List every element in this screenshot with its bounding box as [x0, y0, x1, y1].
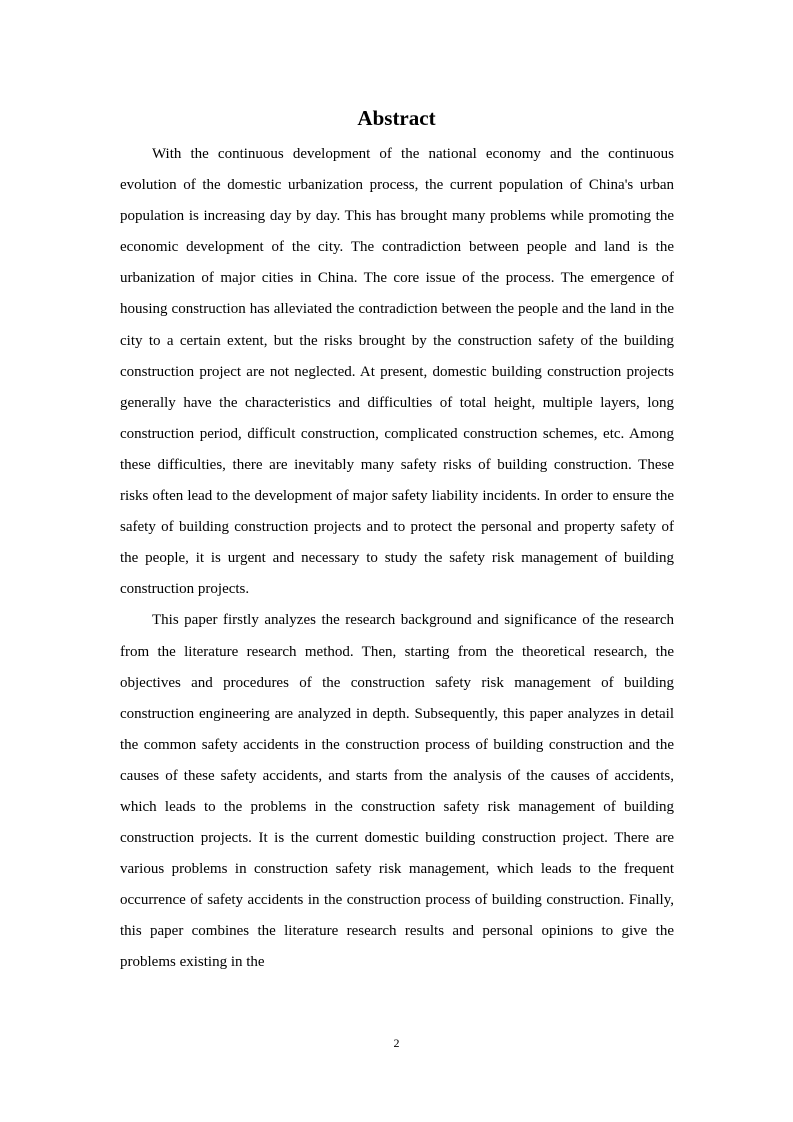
abstract-paragraph-1: With the continuous development of the national economy and the continuous evolution of the domestic urbanization process, the current population of China's urban population is increasing day by day. This has brought many problems while promoting the economic development of the city. The contradiction between people and land is the urbanization of major cities in China. The core issue of the process. The emergence of housing construction has alleviated the contradiction between the people and the land in the city to a certain extent, but the risks brought by the construction safety of the building construction project are not neglected. At present, domestic building construction projects generally have the characteristics and difficulties of total height, multiple layers, long construction period, difficult construction, complicated construction schemes, etc. Among these difficulties, there are inevitably many safety risks of building construction. These risks often lead to the development of major safety liability incidents. In order to ensure the safety of building construction projects and to protect the personal and property safety of the people, it is urgent and necessary to study the safety risk management of building construction projects. — [120, 146, 674, 598]
page-number: 2 — [393, 1036, 400, 1050]
abstract-body — [120, 139, 674, 979]
abstract-paragraph-2: This paper firstly analyzes the research background and significance of the research from the literature research method. Then, starting from the theoretical research, the objectives and procedures of the construction safety risk management of building construction engineering are analyzed in depth. Subsequently, this paper analyzes in detail the common safety accidents in the construction process of building construction and the causes of these safety accidents, and starts from the analysis of the causes of accidents, which leads to the problems in the construction safety risk management of building construction projects. It is the current domestic building construction project. There are various problems in construction safety risk management, which leads to the frequent occurrence of safety accidents in the construction process of building construction. Finally, this paper combines the literature research results and personal opinions to give the problems existing in the — [120, 612, 674, 971]
abstract-title: Abstract — [357, 106, 436, 130]
